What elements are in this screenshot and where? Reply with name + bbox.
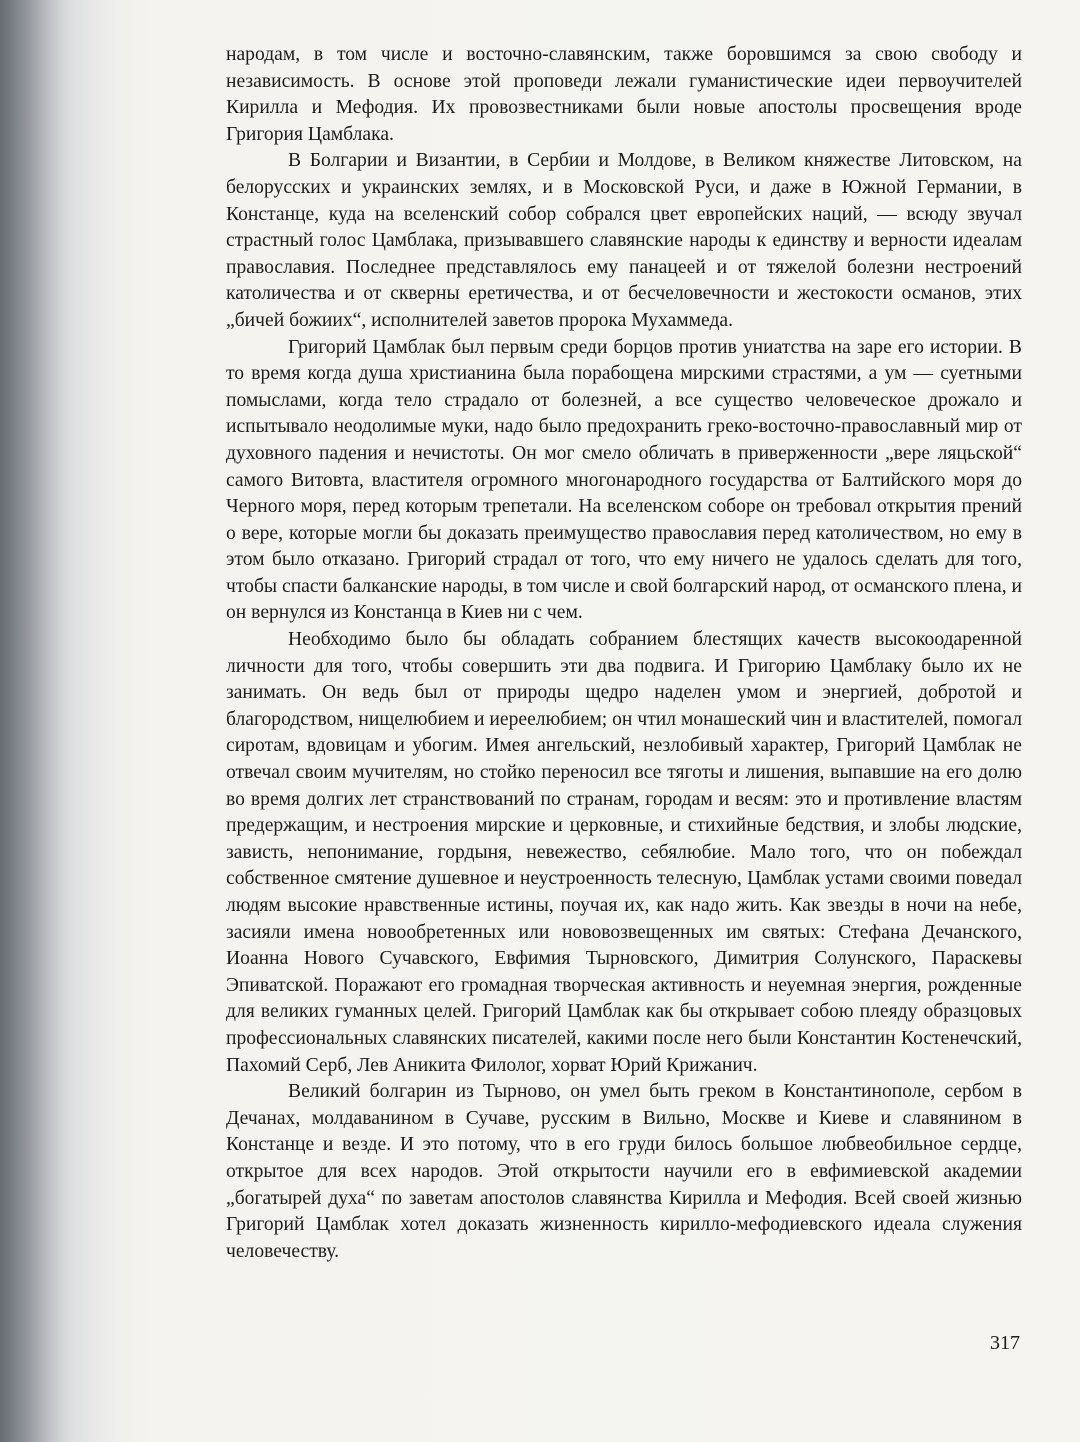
paragraph-1: народам, в том числе и восточно-славянским, также боровшимся за свою свободу и независимость. В основе этой проповеди лежали гуманистические идеи первоучителей Кирилла и Мефодия. Их провозвестниками были новые апостолы просвещения вроде Григория Цамблака. — [226, 44, 1022, 145]
body-text — [226, 42, 1022, 1265]
binding-shadow — [0, 0, 60, 1442]
paragraph-2: В Болгарии и Византии, в Сербии и Молдове, в Великом княжестве Литовском, на белорусских и украинских землях, и в Московской Руси, и даже в Южной Германии, в Констанце, куда на вселенский собор собрался цвет европейских наций, — всюду звучал страстный голос Цамблака, призывавшего славянские народы к единству и верности идеалам православия. Последнее представлялось ему панацеей и от тяжелой болезни нестроений католичества и от скверны еретичества, и от бесчеловечности и жестокости османов, этих „бичей божиих“, исполнителей заветов пророка Мухаммеда. — [226, 150, 1022, 331]
paragraph-3: Григорий Цамблак был первым среди борцов против униатства на заре его истории. В то время когда душа христианина была порабощена мирскими страстями, а ум — суетными помыслами, когда тело страдало от болезней, а все существо человеческое дрожало и испытывало неодолимые муки, надо было предохранить греко-восточно-православный мир от духовного падения и нечистоты. Он мог смело обличать в приверженности „вере ляцьской“ самого Витовта, властителя огромного многонародного государства от Балтийского моря до Черного моря, перед которым трепетали. На вселенском соборе он требовал открытия прений о вере, которые могли бы доказать преимущество православия перед католичеством, но ему в этом было отказано. Григорий страдал от того, что ему ничего не удалось сделать для того, чтобы спасти балканские народы, в том числе и свой болгарский народ, от османского плена, и он вернулся из Констанца в Киев ни с чем. — [226, 336, 1022, 624]
paragraph-4: Необходимо было бы обладать собранием блестящих качеств высокоодаренной личности для того, чтобы совершить эти два подвига. И Григорию Цамблаку было их не занимать. Он ведь был от природы щедро наделен умом и энергией, добротой и благородством, нищелюбием и иереелюбием; он чтил монашеский чин и властителей, помогал сиротам, вдовицам и убогим. Имея ангельский, незлобивый характер, Григорий Цамблак не отвечал своим мучителям, но стойко переносил все тяготы и лишения, выпавшие на его долю во время долгих лет странствований по странам, городам и весям: это и противление властям предержащим, и нестроения мирские и церковные, и стихийные бедствия, и злобы людские, зависть, непонимание, гордыня, невежество, себялюбие. Мало того, что он побеждал собственное смятение душевное и неустроенность телесную, Цамблак устами своими поведал людям высокие нравственные истины, поучая их, как надо жить. Как звезды в ночи на небе, засияли имена новообретенных или нововозвещенных им святых: Стефана Дечанского, Иоанна Нового Сучавского, Евфимия Тырновского, Димитрия Солунского, Параскевы Эпиватской. Поражают его громадная творческая активность и неуемная энергия, рожденные для великих гуманных целей. Григорий Цамблак как бы открывает собою плеяду образцовых профессиональных славянских писателей, какими после него были Константин Костенечский, Пахомий Серб, Лев Аникита Филолог, хорват Юрий Крижанич. — [226, 629, 1022, 1076]
page-number: 317 — [990, 1332, 1020, 1354]
paragraph-5: Великий болгарин из Тырново, он умел быть греком в Константинополе, сербом в Дечанах, молдаванином в Сучаве, русским в Вильно, Москве и Киеве и славянином в Констанце и везде. И это потому, что в его груди билось большое любвеобильное сердце, открытое для всех народов. Этой открытости научили его в евфимиевской академии „богатырей духа“ по заветам апостолов славянства Кирилла и Мефодия. Всей своей жизнью Григорий Цамблак хотел доказать жизненность кирилло-мефодиевского идеала служения человечеству. — [226, 1081, 1022, 1262]
